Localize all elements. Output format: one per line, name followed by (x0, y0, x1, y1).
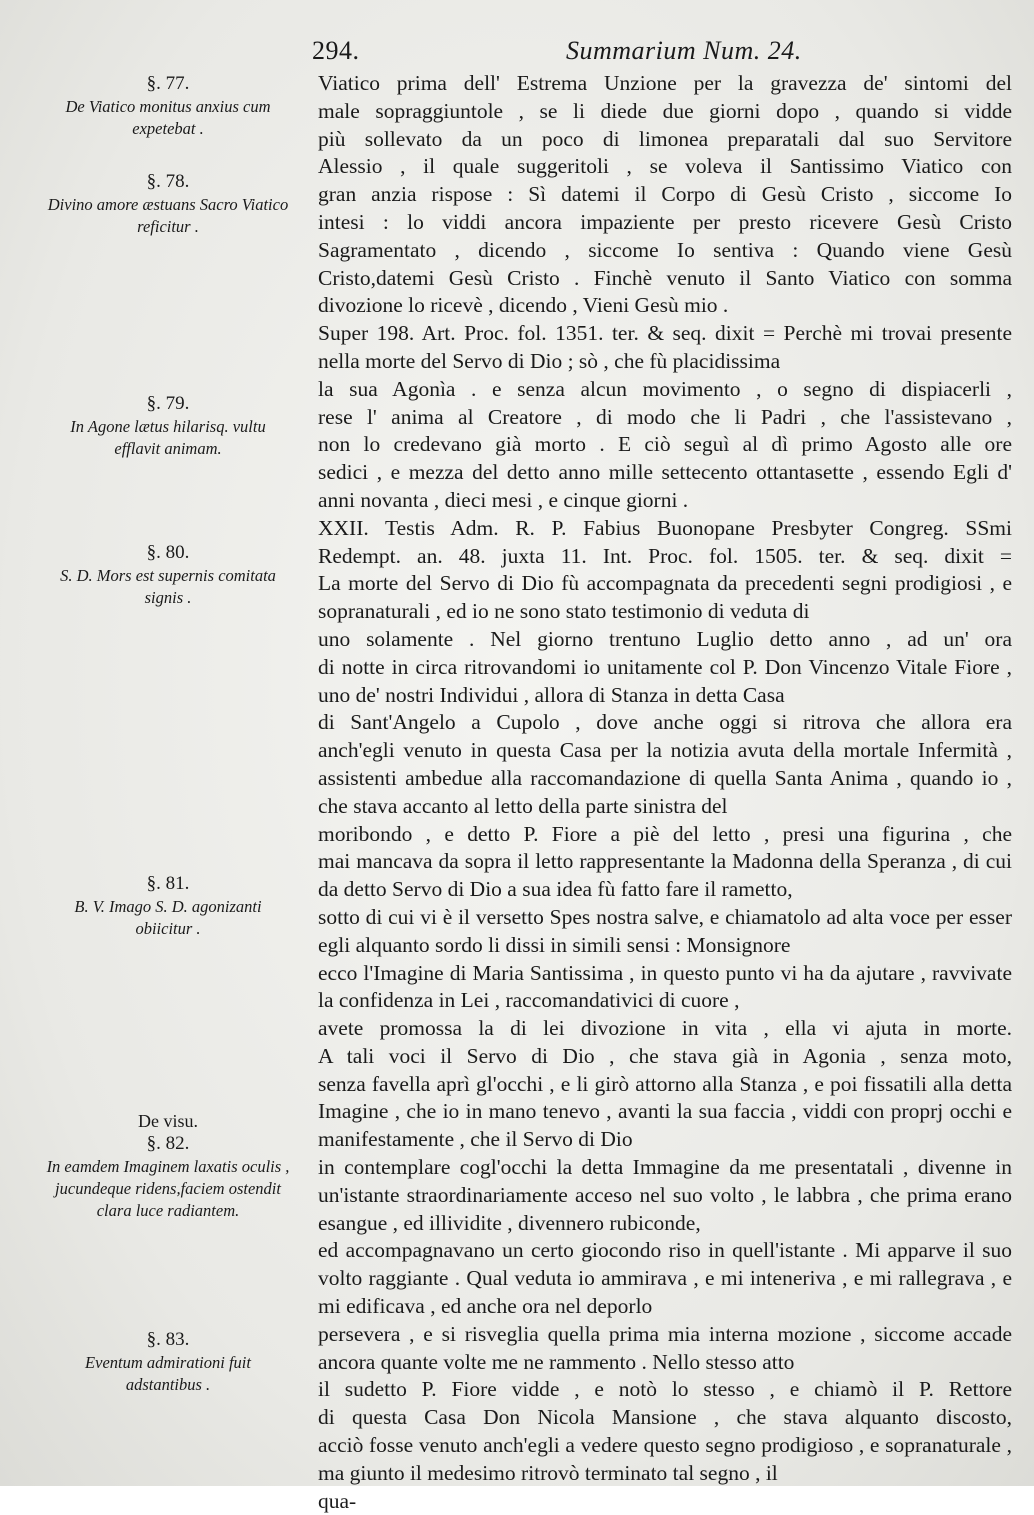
text-line: La morte del Servo di Dio fù accompagnata da precedenti segni prodigiosi , e sopranaturali , ed io ne sono stato testimonio di veduta di (318, 571, 1012, 624)
text-line: Viatico prima dell' Estrema Unzione per la gravezza de' sintomi del (318, 71, 1012, 95)
margin-section-number: §. 79. (146, 393, 190, 414)
text-line: persevera , e si risveglia quella prima mia interna mozione , siccome accade ancora quante volte me ne rammento . Nello stesso atto (318, 1321, 1012, 1374)
text-line: anch'egli venuto in questa Casa per la notizia avuta della mortale Infermità , assistenti ambedue alla raccomandazione di quella Santa Anima , quando io , che stava accanto al letto della parte sinistra del (318, 738, 1012, 818)
text-line: sotto di cui vi è il versetto Spes nostra salve, e chiamatolo ad alta voce per esser egli alquanto sordo li dissi in simili sensi : Monsignore (318, 904, 1012, 957)
margin-note-text: In Agone lætus hilarisq. vultu efflavit animam. (70, 417, 266, 458)
text-line: di Sant'Angelo a Cupolo , dove anche oggi si ritrova che allora era (318, 710, 1012, 735)
margin-note-text: B. V. Imago S. D. agonizanti obiicitur . (74, 897, 262, 938)
text-line: rese l' anima al Creatore , di modo che li Padri , che l'assistevano , (318, 404, 1012, 429)
text-line: ed accompagnavano un certo giocondo riso in quell'istante . Mi apparve il suo volto raggiante . Qual veduta io ammirava , e mi inteneriva , e mi rallegrava , e mi edificava , ed anche ora nel deporlo (318, 1238, 1012, 1319)
margin-note (46, 541, 290, 609)
text-line: moribondo , e detto P. Fiore a piè del letto , presi una figurina , che (318, 821, 1012, 846)
margin-source-label: De visu. (138, 1111, 198, 1131)
text-line: ecco l'Imagine di Maria Santissima , in questo punto vi ha da ajutare , ravvivate la confidenza in Lei , raccomandativici di cuore , (318, 960, 1012, 1013)
margin-note (46, 392, 290, 460)
page-number: 294. (312, 36, 360, 65)
margin-note-text: Eventum admirationi fuit adstantibus . (85, 1353, 251, 1394)
text-line: avete promossa la di lei divozione in vita , ella vi ajuta in morte. (318, 1016, 1012, 1041)
running-title: Summarium Num. 24. (566, 36, 802, 65)
text-line: male sopraggiuntole , se li diede due giorni dopo , quando si vidde (318, 98, 1012, 123)
main-text-column (318, 70, 1012, 1515)
text-line: in contemplare cogl'occhi la detta Immagine da me presentatali , divenne in un'istante straordinariamente acceso nel suo volto , le labbra , che prima erano esangue , ed illividite , divennero rubiconde, (318, 1155, 1012, 1235)
text-line: non lo credevano già morto . E ciò seguì al dì primo Agosto alle ore (318, 432, 1012, 457)
text-line: XXII. Testis Adm. R. P. Fabius Buonopane Presbyter Congreg. SSmi (318, 515, 1012, 540)
margin-section-number: §. 78. (146, 171, 190, 192)
margin-section-number: §. 81. (146, 873, 190, 894)
margin-note (46, 170, 290, 238)
text-line: gran anzia rispose : Sì datemi il Corpo di Gesù Cristo , siccome Io (318, 182, 1012, 207)
text-line: sedici , e mezza del detto anno mille settecento ottantasette , essendo Egli d' anni novanta , dieci mesi , e cinque giorni . (318, 460, 1012, 512)
margin-section-number: §. 80. (146, 542, 190, 563)
text-line: più sollevato da un poco di limonea preparatali dal suo Servitore (318, 126, 1012, 151)
text-line: Redempt. an. 48. juxta 11. Int. Proc. fol. 1505. ter. & seq. dixit = (318, 543, 1012, 568)
margin-note-text: De Viatico monitus anxius cum expetebat . (65, 97, 271, 138)
text-line: il sudetto P. Fiore vidde , e notò lo stesso , e chiamò il P. Rettore (318, 1377, 1012, 1402)
margin-note (46, 1328, 290, 1396)
page-header (312, 36, 1012, 72)
margin-note-text: In eamdem Imaginem laxatis oculis , jucundeque ridens,faciem ostendit clara luce radiantem. (46, 1157, 290, 1220)
margin-note (46, 872, 290, 940)
margin-section-number: §. 83. (146, 1329, 190, 1350)
text-line: A tali voci il Servo di Dio , che stava già in Agonia , senza moto, (318, 1043, 1012, 1068)
margin-section-number: §. 82. (146, 1133, 190, 1154)
text-line: di notte in circa ritrovandomi io unitamente col P. Don Vincenzo Vitale Fiore , uno de' nostri Individui , allora di Stanza in detta Casa (318, 654, 1012, 707)
margin-note (46, 1110, 290, 1222)
text-line: mai mancava da sopra il letto rappresentante la Madonna della Speranza , di cui da detto Servo di Dio a sua idea fù fatto fare il rametto, (318, 849, 1012, 902)
text-line: Super 198. Art. Proc. fol. 1351. ter. & seq. dixit = Perchè mi trovai presente nella morte del Servo di Dio ; sò , che fù placidissima (318, 321, 1012, 373)
margin-note-text: S. D. Mors est supernis comitata signis . (60, 566, 276, 607)
text-line: Sagramentato , dicendo , siccome Io sentiva : Quando viene Gesù (318, 237, 1012, 262)
text-line: Alessio , il quale suggeritoli , se voleva il Santissimo Viatico con (318, 154, 1012, 179)
text-line: Cristo,datemi Gesù Cristo . Finchè venuto il Santo Viatico con somma divozione lo ricevè , dicendo , Vieni Gesù mio . (318, 265, 1012, 318)
text-line: la sua Agonìa . e senza alcun movimento , o segno di dispiacerli , (318, 376, 1012, 401)
text-line: intesi : lo viddi ancora impaziente per presto ricevere Gesù Cristo (318, 209, 1012, 234)
text-line: di questa Casa Don Nicola Mansione , che stava alquanto discosto, (318, 1405, 1012, 1430)
margin-note-text: Divino amore æstuans Sacro Viatico reficitur . (47, 195, 289, 236)
margin-note (46, 72, 290, 140)
text-line: uno solamente . Nel giorno trentuno Luglio detto anno , ad un' ora (318, 626, 1012, 651)
margin-section-number: §. 77. (146, 73, 190, 94)
text-line: acciò fosse venuto anch'egli a vedere questo segno prodigioso , e sopranaturale , ma giunto il medesimo ritrovò terminato tal segno , il (318, 1433, 1012, 1485)
text-line: qua- (318, 1488, 357, 1513)
text-line: senza favella aprì gl'occhi , e li girò attorno alla Stanza , e poi fissatili alla detta Imagine , che io in mano tenevo , avanti la sua faccia , viddi con proprj occhi e manifestamente , che il Servo di Dio (318, 1071, 1012, 1152)
